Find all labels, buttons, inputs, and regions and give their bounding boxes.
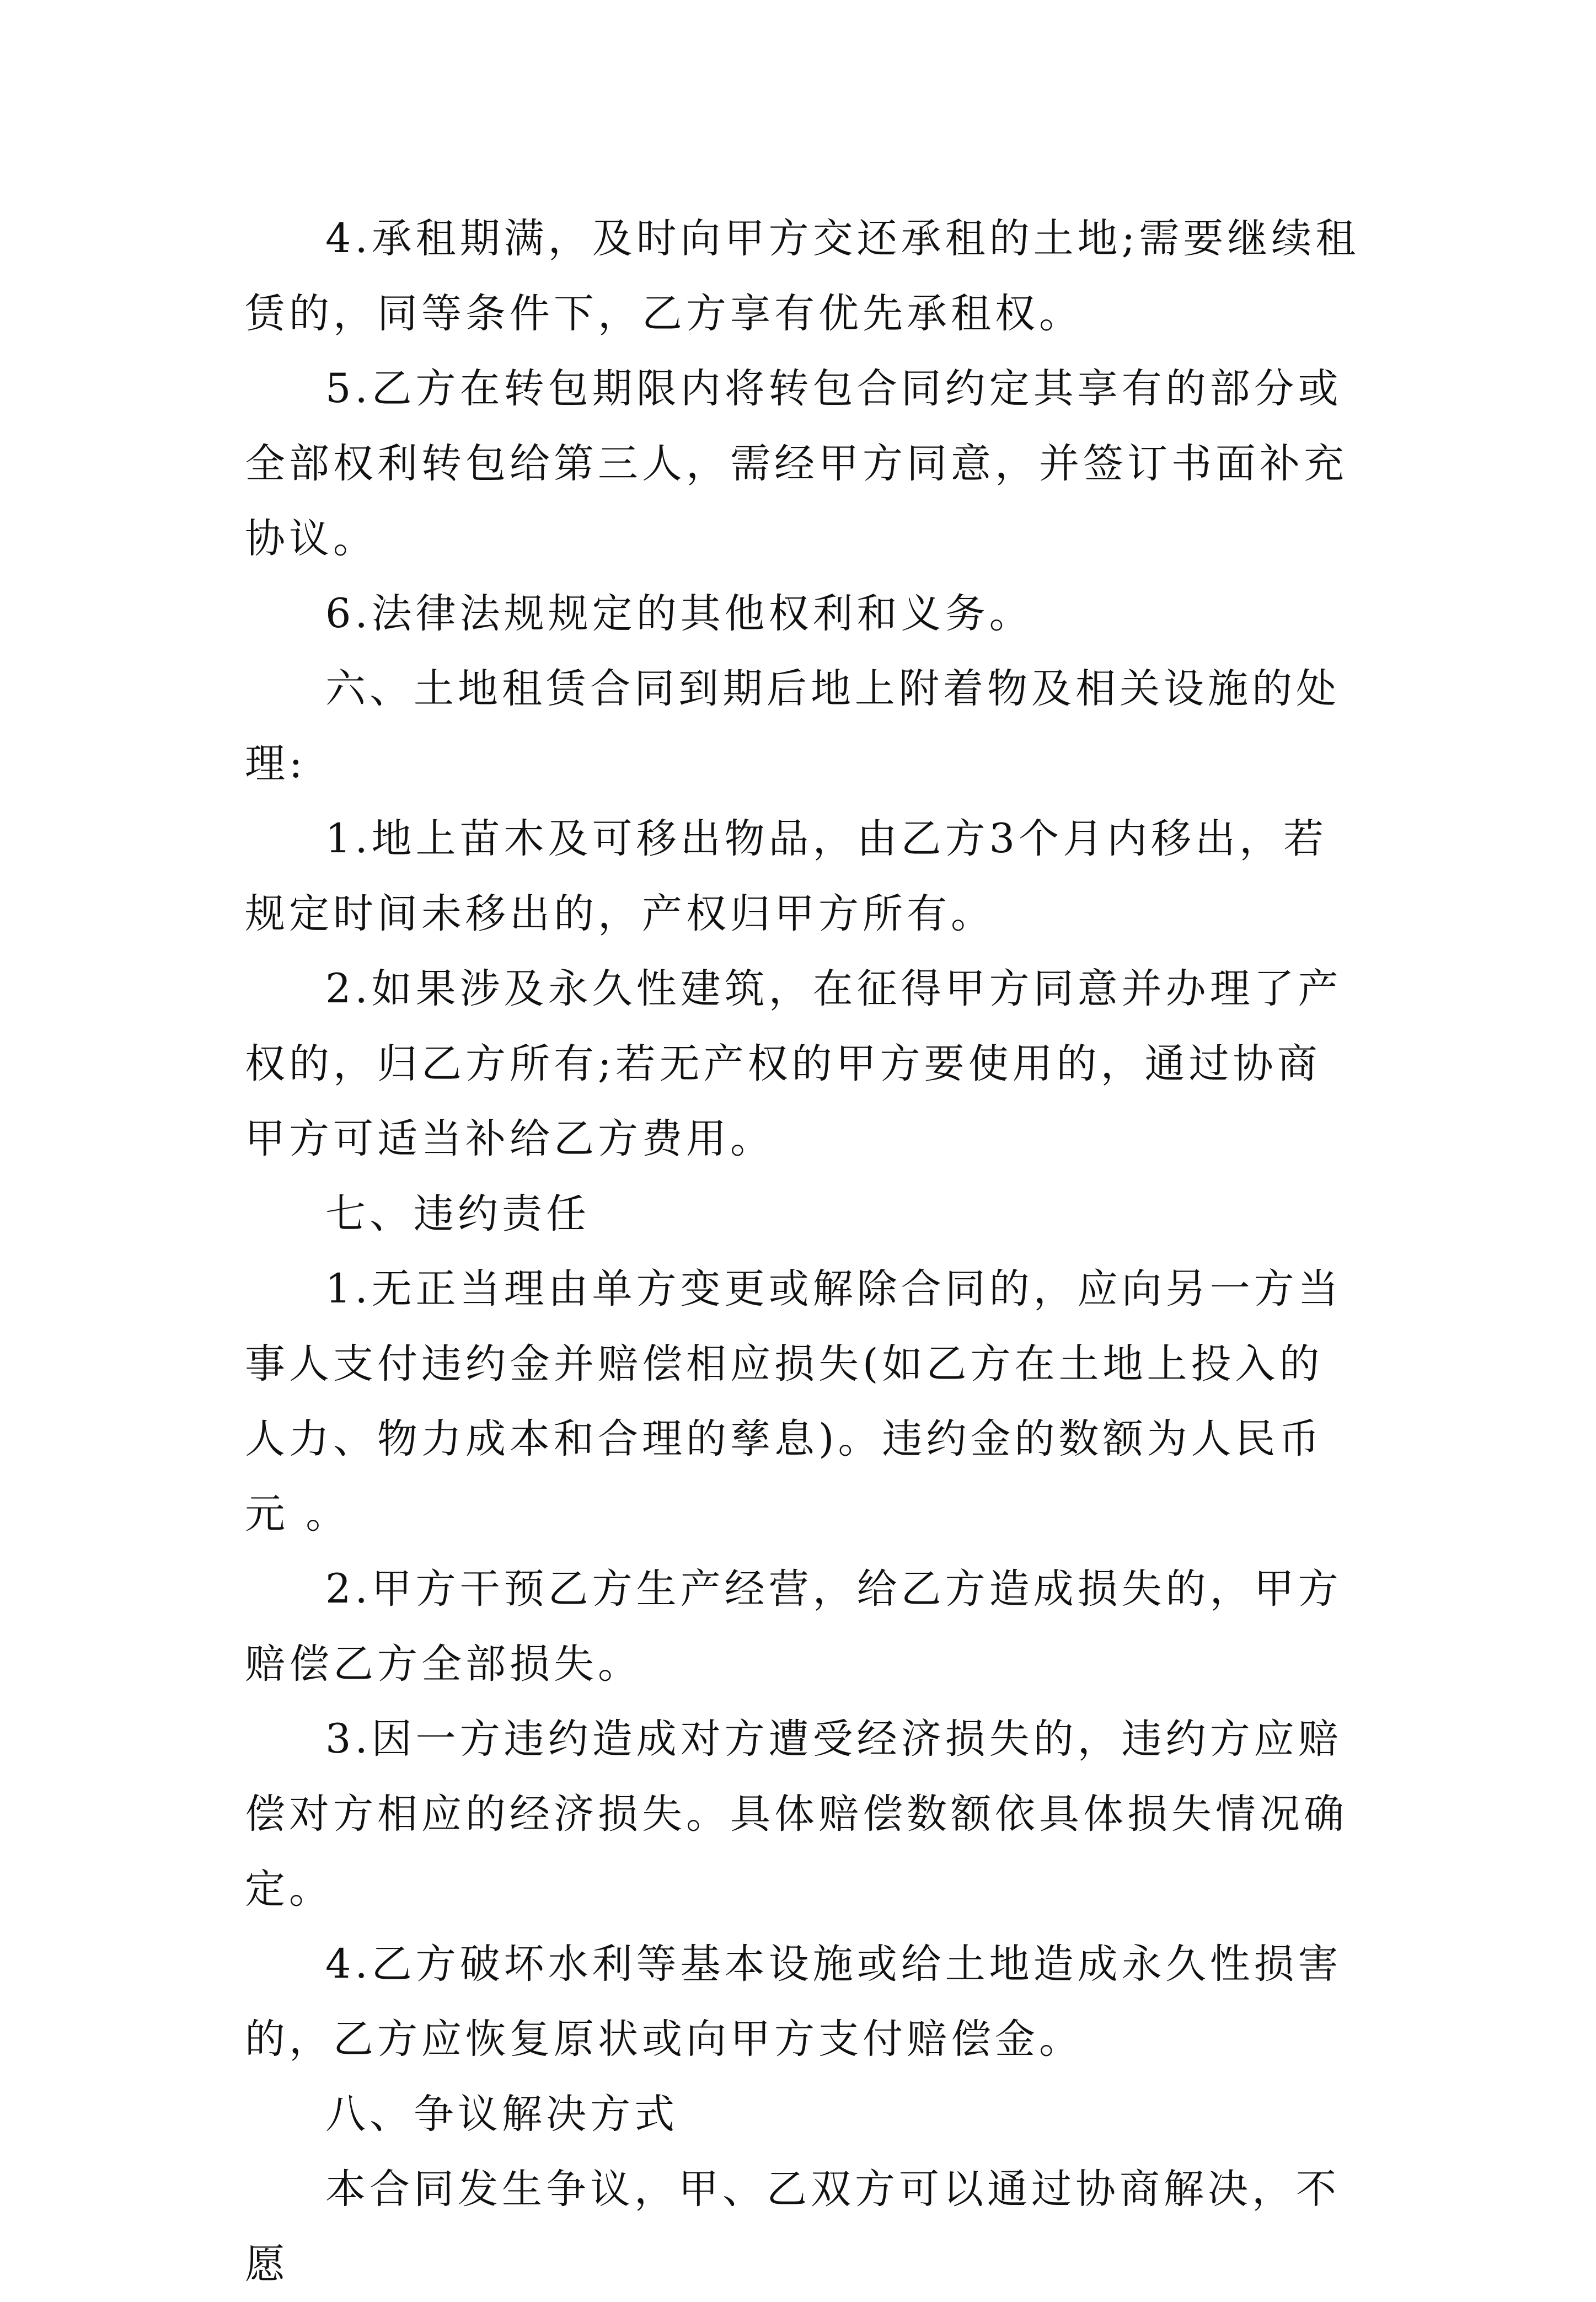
section-heading-breach: 七、违约责任 bbox=[325, 1190, 590, 1237]
clause-facility-damage: 4.乙方破坏水利等基本设施或给土地造成永久性损害的，乙方应恢复原状或向甲方支付赔偿金。 bbox=[245, 1941, 1342, 2063]
section-heading-dispute: 八、争议解决方式 bbox=[325, 2091, 678, 2138]
clause-dispute-resolution: 本合同发生争议，甲、乙双方可以通过协商解决，不愿 bbox=[245, 2166, 1340, 2288]
clause-permanent-buildings: 2.如果涉及永久性建筑，在征得甲方同意并办理了产权的，归乙方所有;若无产权的甲方要使用的，通过协商甲方可适当补给乙方费用。 bbox=[245, 965, 1342, 1162]
section-heading-attachments: 六、土地租赁合同到期后地上附着物及相关设施的处理: bbox=[245, 665, 1340, 787]
clause-interference-compensation: 2.甲方干预乙方生产经营，给乙方造成损失的，甲方赔偿乙方全部损失。 bbox=[245, 1566, 1342, 1687]
clause-movable-items: 1.地上苗木及可移出物品，由乙方3个月内移出，若规定时间未移出的，产权归甲方所有。 bbox=[245, 815, 1328, 937]
clause-sublease-consent: 5.乙方在转包期限内将转包合同约定其享有的部分或全部权利转包给第三人，需经甲方同意，并签订书面补充协议。 bbox=[245, 365, 1348, 562]
document-body bbox=[245, 201, 1364, 2302]
clause-breach-penalty: 1.无正当理由单方变更或解除合同的，应向另一方当事人支付违约金并赔偿相应损失(如乙方在土地上投入的人力、物力成本和合理的孳息)。违约金的数额为人民币 元 。 bbox=[245, 1265, 1342, 1537]
clause-lessee-return-land: 4.承租期满，及时向甲方交还承租的土地;需要继续租赁的，同等条件下，乙方享有优先承租权。 bbox=[245, 215, 1360, 337]
clause-other-rights: 6.法律法规规定的其他权利和义务。 bbox=[325, 590, 1033, 637]
clause-economic-loss: 3.因一方违约造成对方遭受经济损失的，违约方应赔偿对方相应的经济损失。具体赔偿数额依具体损失情况确定。 bbox=[245, 1716, 1348, 1913]
